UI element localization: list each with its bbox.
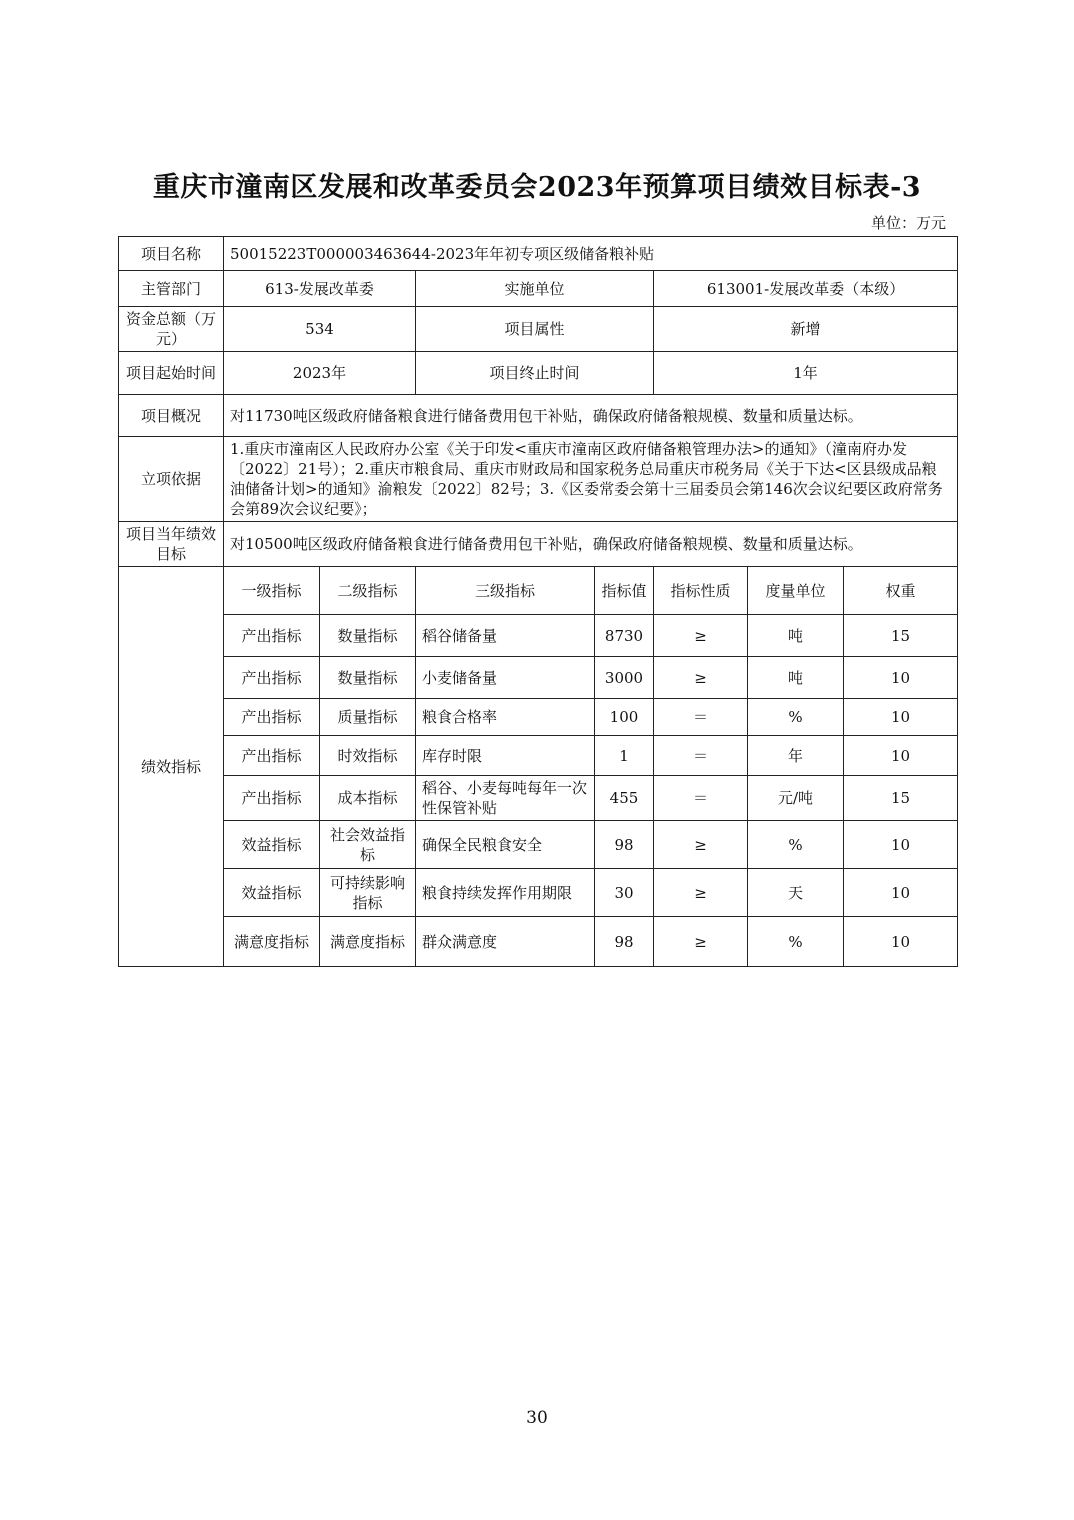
header-level2: 二级指标: [320, 567, 416, 615]
indicator-section-label: 绩效指标: [119, 567, 224, 967]
level1-cell: 产出指标: [224, 699, 320, 736]
header-value: 指标值: [595, 567, 654, 615]
weight-cell: 15: [844, 615, 958, 657]
unit-cell: %: [748, 821, 844, 869]
level3-cell: 稻谷储备量: [416, 615, 595, 657]
table-row: [119, 917, 958, 967]
nature-cell: ≥: [654, 917, 748, 967]
basis-row: [119, 437, 958, 522]
level1-cell: 产出指标: [224, 776, 320, 821]
table-row: [119, 821, 958, 869]
weight-cell: 10: [844, 917, 958, 967]
unit-cell: %: [748, 699, 844, 736]
header-unit: 度量单位: [748, 567, 844, 615]
weight-cell: 10: [844, 821, 958, 869]
weight-cell: 10: [844, 699, 958, 736]
table-row: [119, 776, 958, 821]
header-level1: 一级指标: [224, 567, 320, 615]
indicator-header-row: [119, 567, 958, 615]
performance-table: [118, 236, 958, 967]
table-row: [119, 699, 958, 736]
overview-label: 项目概况: [119, 395, 224, 437]
implementer-label: 实施单位: [416, 271, 654, 307]
level3-cell: 库存时限: [416, 736, 595, 776]
nature-cell: ≥: [654, 615, 748, 657]
unit-cell: 年: [748, 736, 844, 776]
implementer-value: 613001-发展改革委（本级）: [654, 271, 958, 307]
fund-value: 534: [224, 307, 416, 352]
header-nature: 指标性质: [654, 567, 748, 615]
level2-cell: 社会效益指标: [320, 821, 416, 869]
start-time-label: 项目起始时间: [119, 352, 224, 395]
goal-label: 项目当年绩效目标: [119, 522, 224, 567]
nature-cell: ≥: [654, 869, 748, 917]
attribute-label: 项目属性: [416, 307, 654, 352]
header-level3: 三级指标: [416, 567, 595, 615]
unit-cell: %: [748, 917, 844, 967]
value-cell: 98: [595, 821, 654, 869]
project-name-row: [119, 237, 958, 271]
unit-cell: 吨: [748, 615, 844, 657]
value-cell: 455: [595, 776, 654, 821]
header-weight: 权重: [844, 567, 958, 615]
level2-cell: 数量指标: [320, 615, 416, 657]
table-row: [119, 736, 958, 776]
level2-cell: 可持续影响指标: [320, 869, 416, 917]
level1-cell: 满意度指标: [224, 917, 320, 967]
basis-label: 立项依据: [119, 437, 224, 522]
level3-cell: 稻谷、小麦每吨每年一次性保管补贴: [416, 776, 595, 821]
time-row: [119, 352, 958, 395]
level2-cell: 时效指标: [320, 736, 416, 776]
level2-cell: 满意度指标: [320, 917, 416, 967]
weight-cell: 15: [844, 776, 958, 821]
fund-row: [119, 307, 958, 352]
nature-cell: ≥: [654, 821, 748, 869]
value-cell: 1: [595, 736, 654, 776]
nature-cell: ＝: [654, 699, 748, 736]
goal-value: 对10500吨区级政府储备粮食进行储备费用包干补贴，确保政府储备粮规模、数量和质量达标。: [224, 522, 958, 567]
project-name-label: 项目名称: [119, 237, 224, 271]
level3-cell: 粮食合格率: [416, 699, 595, 736]
overview-row: [119, 395, 958, 437]
weight-cell: 10: [844, 736, 958, 776]
nature-cell: ＝: [654, 776, 748, 821]
department-row: [119, 271, 958, 307]
basis-value: 1.重庆市潼南区人民政府办公室《关于印发<重庆市潼南区政府储备粮管理办法>的通知》（潼南府办发〔2022〕21号）；2.重庆市粮食局、重庆市财政局和国家税务总局重庆市税务局《关于下达<区县级成品粮油储备计划>的通知》渝粮发〔2022〕82号；3.《区委常委会第十三届委员会第146次会议纪要区政府常务会第89次会议纪要》；: [224, 437, 958, 522]
level1-cell: 效益指标: [224, 869, 320, 917]
level1-cell: 产出指标: [224, 657, 320, 699]
level3-cell: 小麦储备量: [416, 657, 595, 699]
fund-label: 资金总额（万元）: [119, 307, 224, 352]
level1-cell: 效益指标: [224, 821, 320, 869]
project-name-value: 50015223T000003463644-2023年年初专项区级储备粮补贴: [224, 237, 958, 271]
unit-cell: 天: [748, 869, 844, 917]
page-title: 重庆市潼南区发展和改革委员会2023年预算项目绩效目标表-3: [152, 172, 922, 203]
unit-cell: 元/吨: [748, 776, 844, 821]
level2-cell: 成本指标: [320, 776, 416, 821]
weight-cell: 10: [844, 657, 958, 699]
end-time-value: 1年: [654, 352, 958, 395]
level3-cell: 确保全民粮食安全: [416, 821, 595, 869]
overview-value: 对11730吨区级政府储备粮食进行储备费用包干补贴，确保政府储备粮规模、数量和质量达标。: [224, 395, 958, 437]
attribute-value: 新增: [654, 307, 958, 352]
unit-cell: 吨: [748, 657, 844, 699]
department-value: 613-发展改革委: [224, 271, 416, 307]
level3-cell: 群众满意度: [416, 917, 595, 967]
department-label: 主管部门: [119, 271, 224, 307]
level2-cell: 质量指标: [320, 699, 416, 736]
goal-row: [119, 522, 958, 567]
value-cell: 30: [595, 869, 654, 917]
level2-cell: 数量指标: [320, 657, 416, 699]
table-row: [119, 615, 958, 657]
nature-cell: ≥: [654, 657, 748, 699]
level1-cell: 产出指标: [224, 736, 320, 776]
unit-label: 单位：万元: [870, 214, 946, 232]
nature-cell: ＝: [654, 736, 748, 776]
table-row: [119, 657, 958, 699]
page-number: 30: [526, 1408, 548, 1428]
table-row: [119, 869, 958, 917]
value-cell: 100: [595, 699, 654, 736]
value-cell: 98: [595, 917, 654, 967]
level3-cell: 粮食持续发挥作用期限: [416, 869, 595, 917]
weight-cell: 10: [844, 869, 958, 917]
value-cell: 8730: [595, 615, 654, 657]
value-cell: 3000: [595, 657, 654, 699]
start-time-value: 2023年: [224, 352, 416, 395]
end-time-label: 项目终止时间: [416, 352, 654, 395]
level1-cell: 产出指标: [224, 615, 320, 657]
